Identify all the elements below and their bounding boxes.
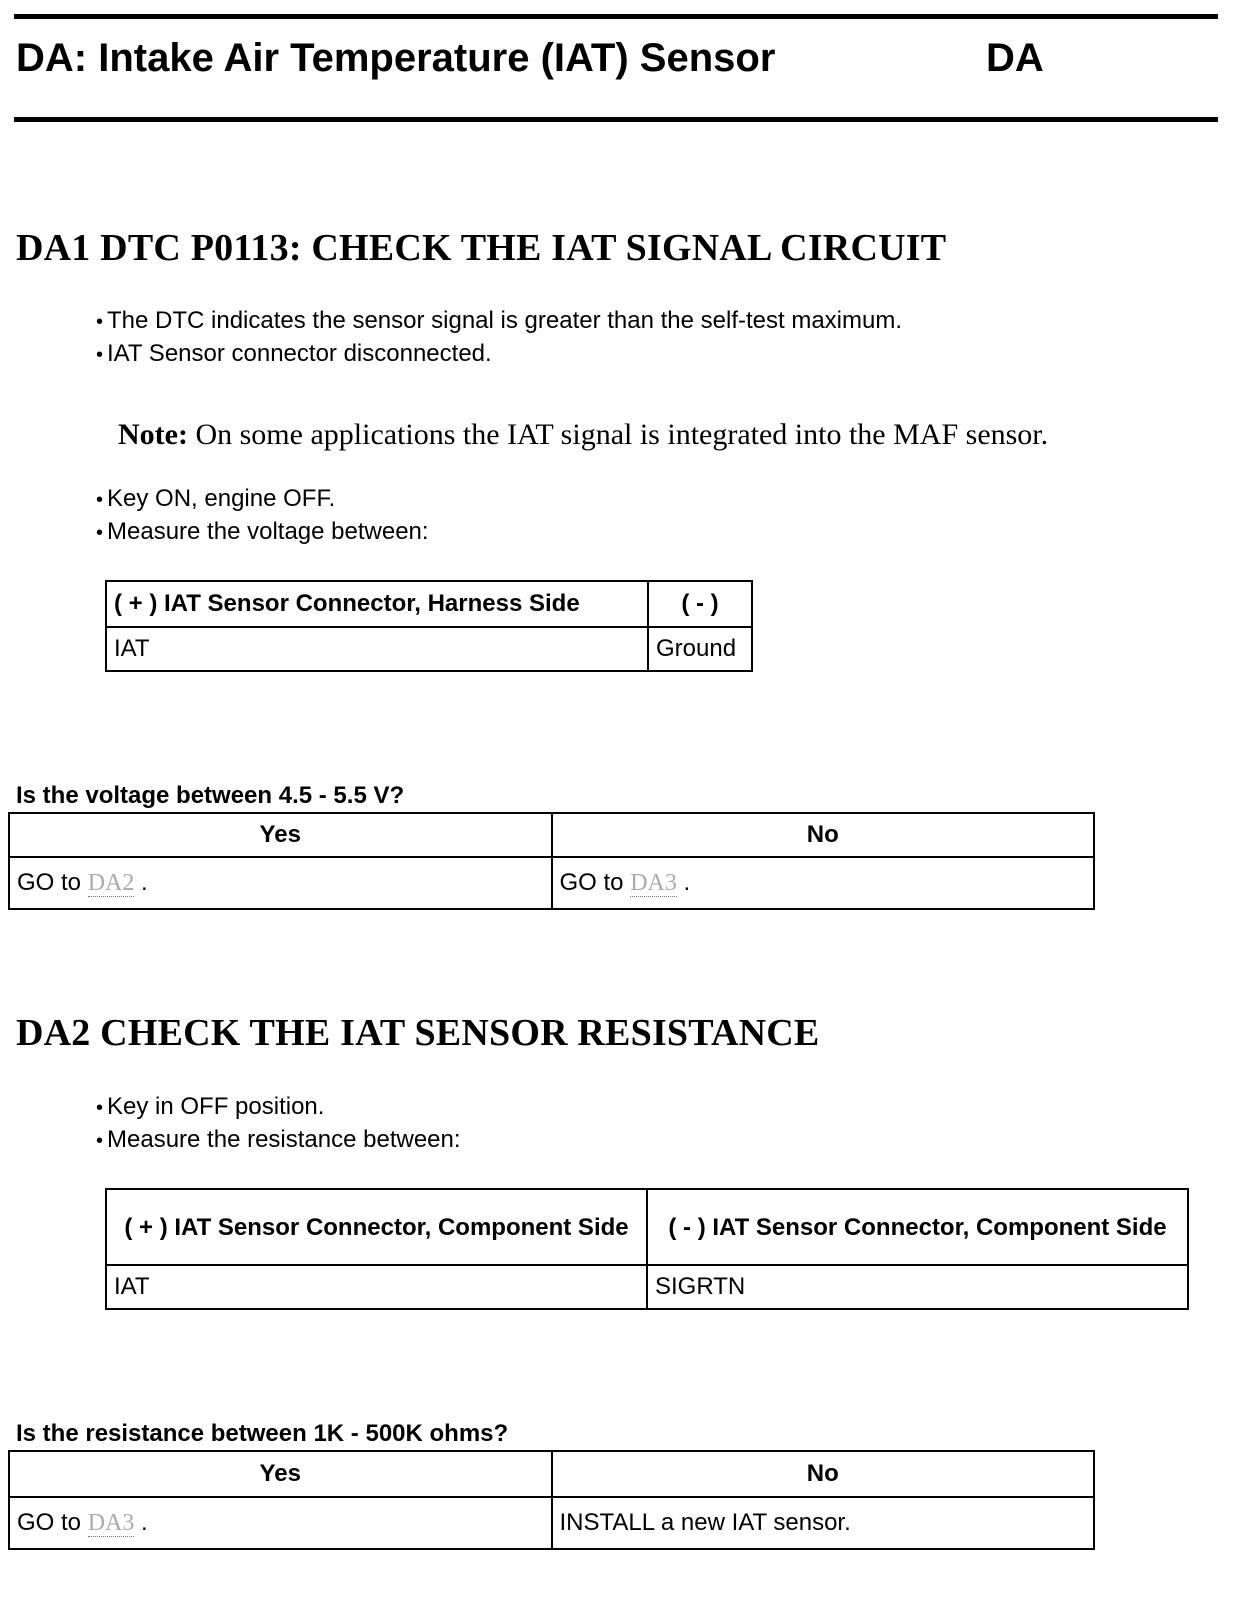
yes-cell: GO to DA3 .	[9, 1497, 552, 1549]
document-title: DA: Intake Air Temperature (IAT) Sensor	[16, 36, 776, 80]
header-bottom-rule	[14, 117, 1218, 122]
yes-cell: GO to DA2 .	[9, 857, 552, 909]
da1-condition-list	[96, 304, 902, 370]
da1-question: Is the voltage between 4.5 - 5.5 V?	[16, 782, 405, 809]
document-code: DA	[986, 36, 1044, 80]
list-item: • IAT Sensor connector disconnected.	[96, 337, 902, 370]
section-title-da2: DA2 CHECK THE IAT SENSOR RESISTANCE	[16, 1012, 820, 1054]
no-cell: INSTALL a new IAT sensor.	[552, 1497, 1095, 1549]
table-cell: SIGRTN	[647, 1265, 1188, 1309]
da1-measure-table	[105, 580, 753, 672]
no-header: No	[552, 1451, 1095, 1497]
da2-question: Is the resistance between 1K - 500K ohms?	[16, 1420, 509, 1447]
goto-da3-link[interactable]: DA3	[630, 870, 677, 896]
table-cell: Ground	[648, 627, 752, 671]
yes-header: Yes	[9, 813, 552, 857]
da1-answer-table	[8, 812, 1095, 910]
da2-step-list	[96, 1090, 461, 1156]
list-item: • Measure the voltage between:	[96, 515, 429, 548]
top-rule	[14, 14, 1218, 19]
list-item: • The DTC indicates the sensor signal is greater than the self-test maximum.	[96, 304, 902, 337]
da1-step-list	[96, 482, 429, 548]
goto-da3-link[interactable]: DA3	[87, 1510, 135, 1536]
table-header: ( + ) IAT Sensor Connector, Harness Side	[106, 581, 648, 627]
table-header: ( - ) IAT Sensor Connector, Component Side	[647, 1189, 1188, 1265]
list-item: • Key ON, engine OFF.	[96, 482, 429, 515]
da2-answer-table	[8, 1450, 1095, 1550]
yes-header: Yes	[9, 1451, 552, 1497]
list-item: • Measure the resistance between:	[96, 1123, 461, 1156]
note	[118, 418, 1048, 452]
table-cell: IAT	[106, 627, 648, 671]
goto-da2-link[interactable]: DA2	[87, 870, 135, 896]
note-label: Note:	[118, 418, 188, 451]
no-header: No	[552, 813, 1095, 857]
list-item: • Key in OFF position.	[96, 1090, 461, 1123]
section-title-da1: DA1 DTC P0113: CHECK THE IAT SIGNAL CIRCUIT	[16, 227, 947, 269]
no-cell: GO to DA3 .	[552, 857, 1095, 909]
da2-measure-table	[105, 1188, 1189, 1310]
table-header: ( - )	[648, 581, 752, 627]
table-header: ( + ) IAT Sensor Connector, Component Side	[106, 1189, 647, 1265]
note-text: On some applications the IAT signal is integrated into the MAF sensor.	[187, 418, 1049, 451]
table-cell: IAT	[106, 1265, 647, 1309]
